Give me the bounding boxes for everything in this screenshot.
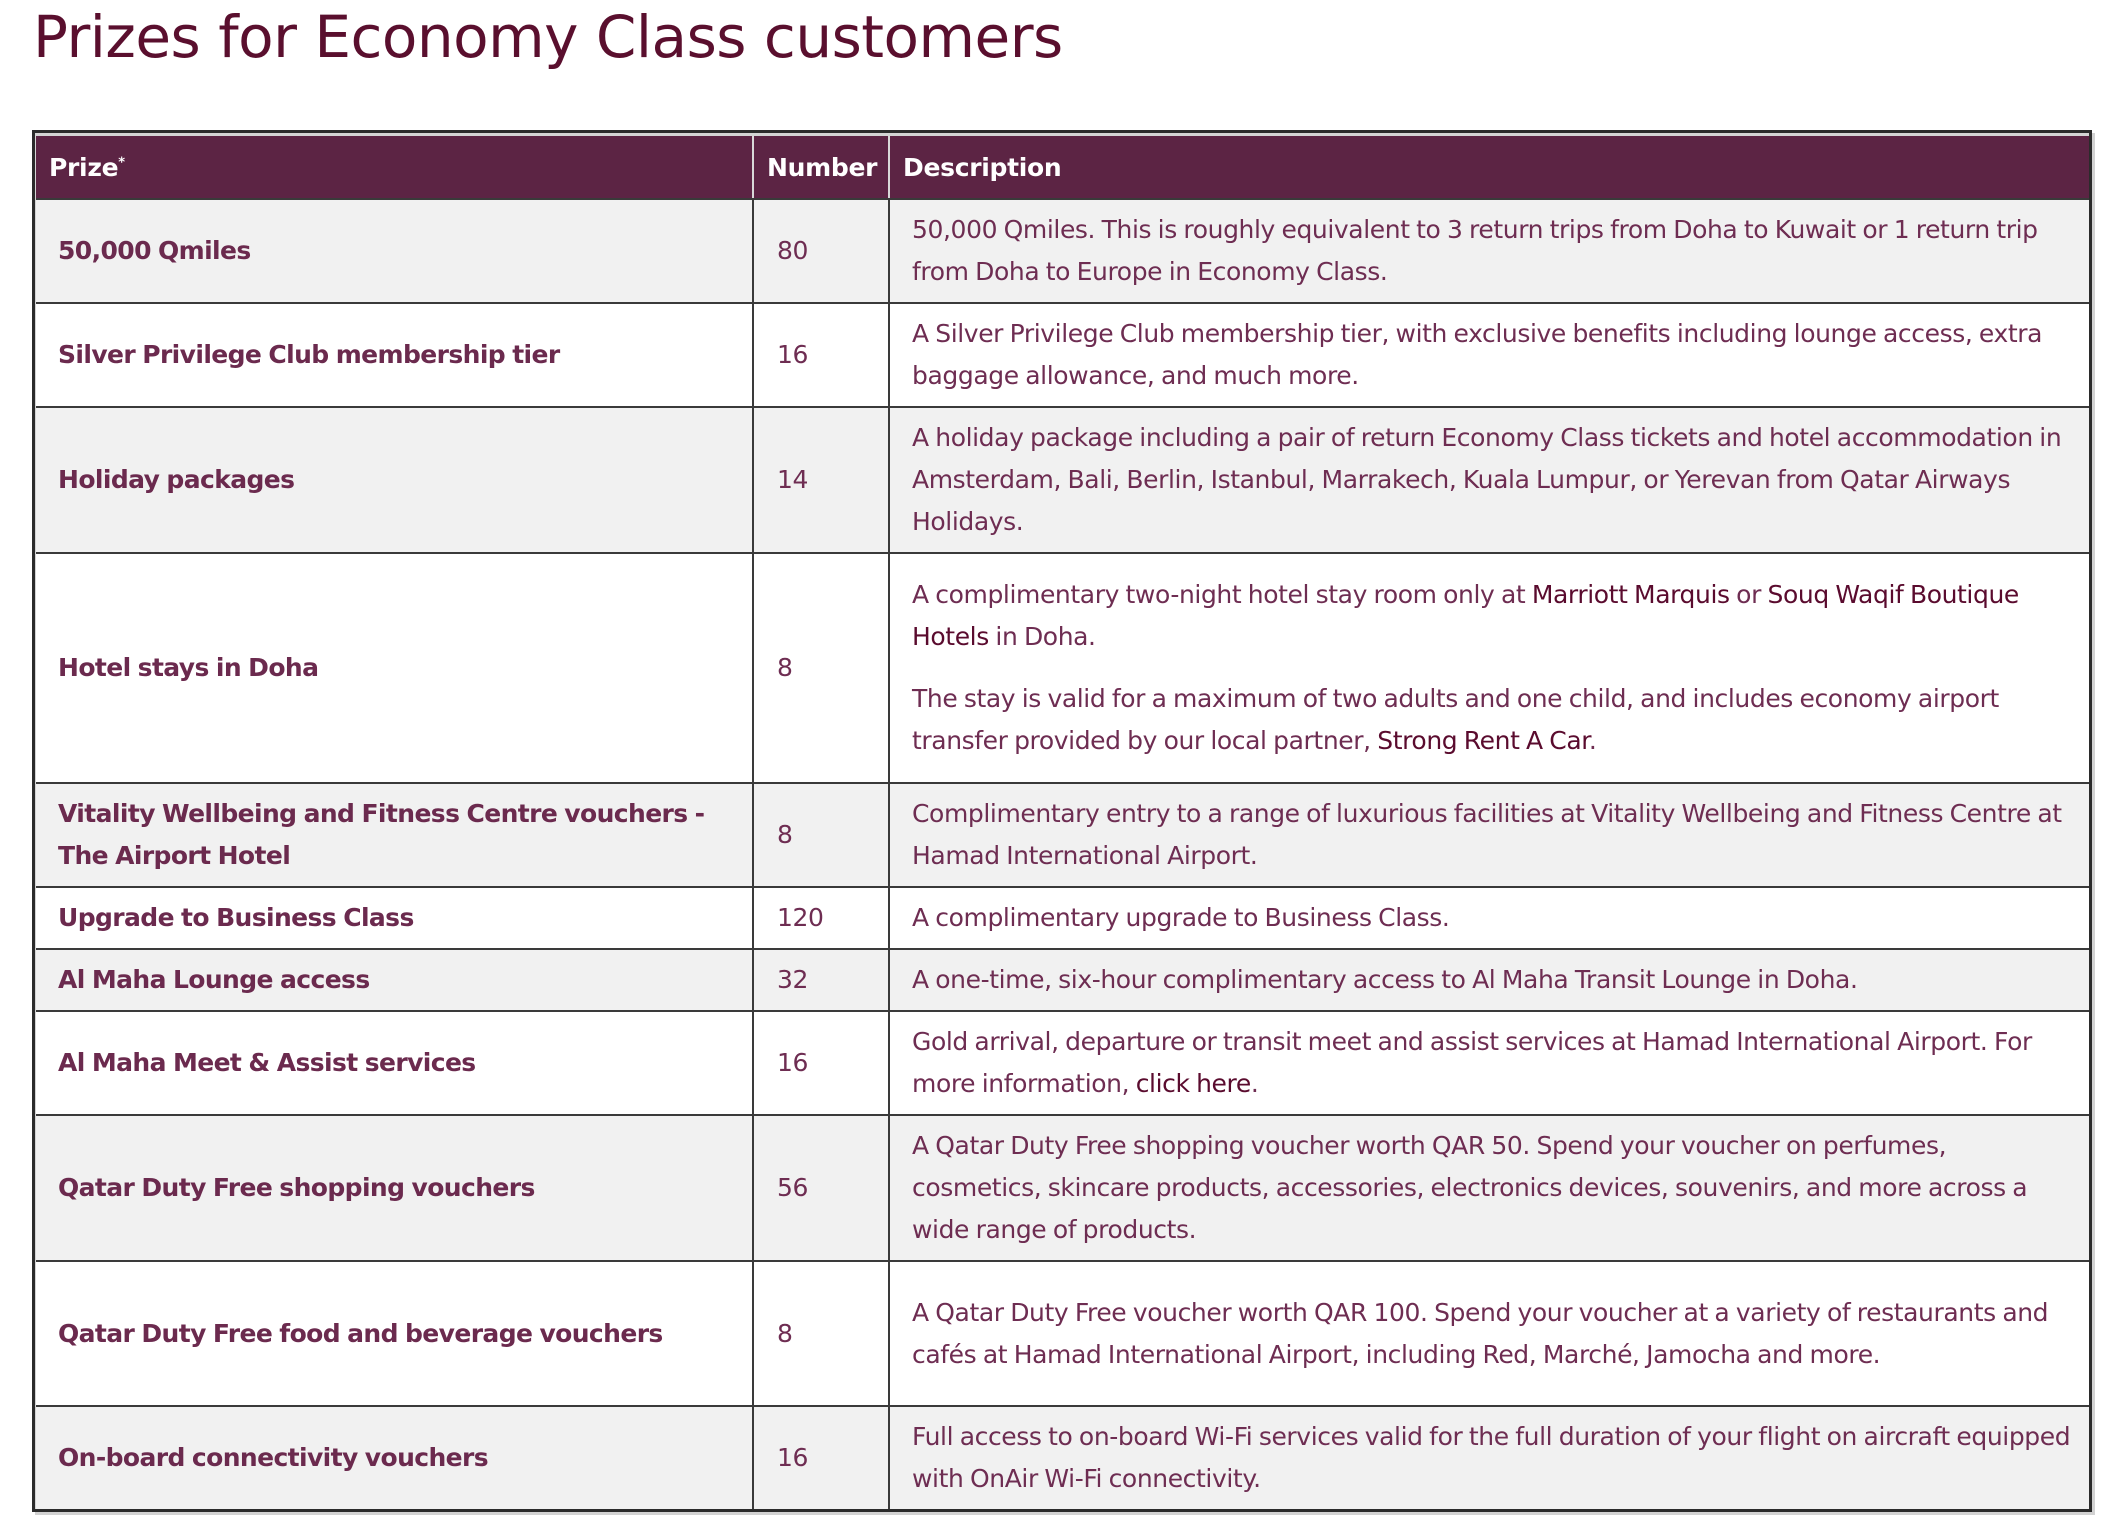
prize-number: 8 — [753, 1261, 889, 1406]
prize-name: Al Maha Lounge access — [36, 949, 753, 1011]
prizes-table-frame — [32, 130, 2092, 1512]
description-text: A complimentary two-night hotel stay room only at — [912, 580, 1532, 609]
prize-description: A Qatar Duty Free shopping voucher worth QAR 50. Spend your voucher on perfumes, cosmetics, skincare products, accessories, electronics devices, souvenirs, and more across a wide range of products. — [889, 1115, 2089, 1261]
table-header — [36, 136, 2089, 199]
strong-rent-a-car-link[interactable]: Strong Rent A Car — [1377, 726, 1589, 755]
table-row — [36, 1115, 2089, 1261]
description-text: or — [1729, 580, 1768, 609]
column-header-number: Number — [753, 136, 889, 199]
prize-description: A holiday package including a pair of return Economy Class tickets and hotel accommodation in Amsterdam, Bali, Berlin, Istanbul, Marrakech, Kuala Lumpur, or Yerevan from Qatar Airways Holidays. — [889, 407, 2089, 553]
prize-description — [889, 1011, 2089, 1115]
prize-name: On-board connectivity vouchers — [36, 1406, 753, 1509]
description-text: . — [1588, 726, 1597, 755]
table-row — [36, 1406, 2089, 1509]
column-header-prize — [36, 136, 753, 199]
table-row — [36, 783, 2089, 887]
prize-name: Upgrade to Business Class — [36, 887, 753, 949]
prize-name: Al Maha Meet & Assist services — [36, 1011, 753, 1115]
prize-number: 120 — [753, 887, 889, 949]
prize-description: A complimentary upgrade to Business Class. — [889, 887, 2089, 949]
table-row — [36, 949, 2089, 1011]
column-header-description: Description — [889, 136, 2089, 199]
description-text: Gold arrival, departure or transit meet and assist services at Hamad International Airport. For more information, — [912, 1027, 2032, 1098]
prize-name: Qatar Duty Free shopping vouchers — [36, 1115, 753, 1261]
souq-waqif-boutique-hotels-link[interactable]: Souq Waqif Boutique Hotels — [912, 580, 2019, 651]
prize-number: 16 — [753, 1011, 889, 1115]
prizes-table — [36, 136, 2089, 1509]
prize-number: 56 — [753, 1115, 889, 1261]
prize-description: A Qatar Duty Free voucher worth QAR 100. Spend your voucher at a variety of restaurants and cafés at Hamad International Airport, including Red, Marché, Jamocha and more. — [889, 1261, 2089, 1406]
click-here-link[interactable]: click here — [1135, 1069, 1251, 1098]
table-row — [36, 199, 2089, 303]
prize-name: Vitality Wellbeing and Fitness Centre vouchers - The Airport Hotel — [36, 783, 753, 887]
prize-name: Qatar Duty Free food and beverage vouchers — [36, 1261, 753, 1406]
prize-number: 32 — [753, 949, 889, 1011]
description-text: in Doha. — [988, 622, 1096, 651]
header-row — [36, 136, 2089, 199]
prize-number: 8 — [753, 783, 889, 887]
description-paragraph — [912, 678, 2075, 762]
prizes-table-inner — [35, 133, 2089, 1509]
prize-name: Holiday packages — [36, 407, 753, 553]
prize-number: 14 — [753, 407, 889, 553]
table-row — [36, 1261, 2089, 1406]
table-row — [36, 553, 2089, 783]
table-row — [36, 887, 2089, 949]
page-title: Prizes for Economy Class customers — [33, 3, 1063, 71]
description-text: . — [1250, 1069, 1259, 1098]
table-row — [36, 407, 2089, 553]
column-header-prize-label: Prize — [49, 152, 119, 182]
prize-number: 16 — [753, 1406, 889, 1509]
prize-description: 50,000 Qmiles. This is roughly equivalent to 3 return trips from Doha to Kuwait or 1 return trip from Doha to Europe in Economy Class. — [889, 199, 2089, 303]
marriott-marquis-link[interactable]: Marriott Marquis — [1531, 580, 1730, 609]
description-paragraph — [912, 574, 2075, 658]
prize-name: 50,000 Qmiles — [36, 199, 753, 303]
prize-description — [889, 553, 2089, 783]
prize-description: A one-time, six-hour complimentary access to Al Maha Transit Lounge in Doha. — [889, 949, 2089, 1011]
prize-number: 80 — [753, 199, 889, 303]
table-row — [36, 1011, 2089, 1115]
prize-description: Complimentary entry to a range of luxurious facilities at Vitality Wellbeing and Fitness Centre at Hamad International Airport. — [889, 783, 2089, 887]
prize-name: Hotel stays in Doha — [36, 553, 753, 783]
table-body — [36, 199, 2089, 1509]
description-text: The stay is valid for a maximum of two adults and one child, and includes economy airport transfer provided by our local partner, — [912, 684, 1999, 755]
prize-number: 8 — [753, 553, 889, 783]
table-row — [36, 303, 2089, 407]
prize-number: 16 — [753, 303, 889, 407]
prize-description: Full access to on-board Wi-Fi services valid for the full duration of your flight on aircraft equipped with OnAir Wi-Fi connectivity. — [889, 1406, 2089, 1509]
prize-description: A Silver Privilege Club membership tier, with exclusive benefits including lounge access, extra baggage allowance, and much more. — [889, 303, 2089, 407]
footnote-asterisk: * — [118, 155, 125, 171]
prize-name: Silver Privilege Club membership tier — [36, 303, 753, 407]
